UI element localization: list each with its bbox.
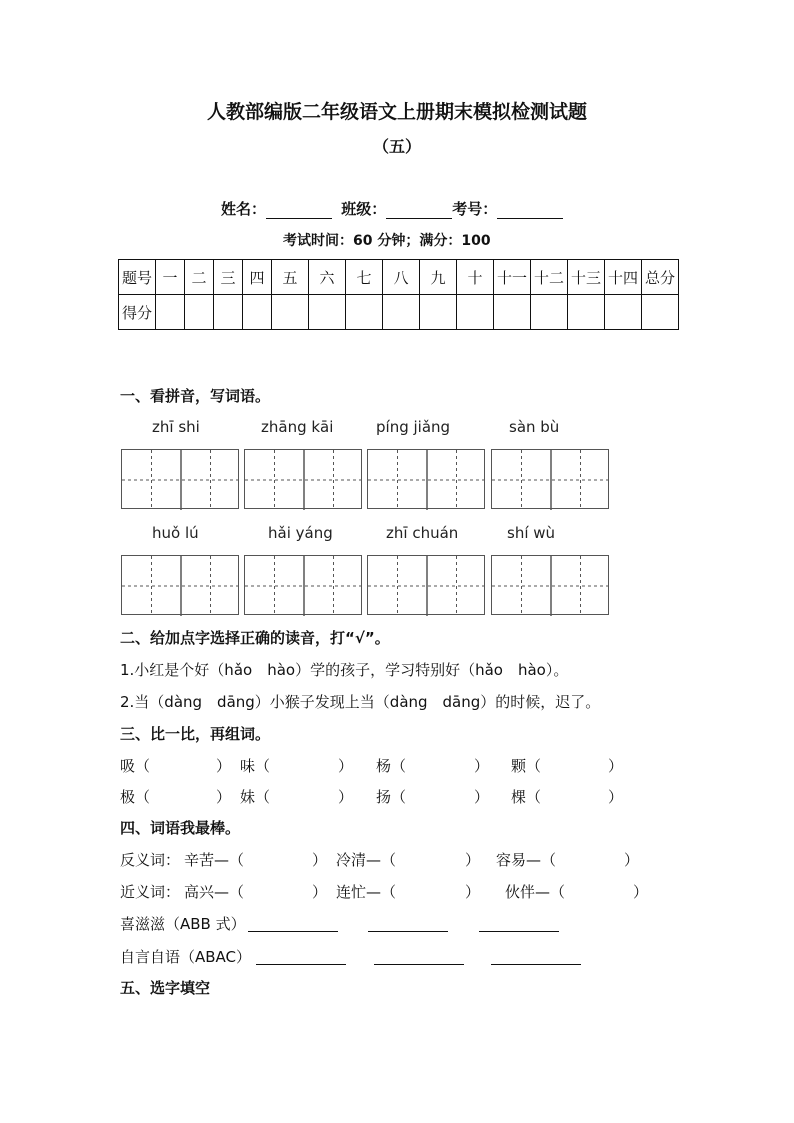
header-cell: 四 bbox=[243, 260, 272, 295]
header-cell: 七 bbox=[346, 260, 383, 295]
abac-label: 自言自语（ABAC） bbox=[120, 948, 252, 966]
grid-lines bbox=[122, 556, 240, 616]
synonym-blank[interactable]: 伙伴—（ bbox=[505, 883, 566, 901]
antonym-blank[interactable]: 辛苦—（ bbox=[184, 851, 245, 869]
grid-lines bbox=[245, 450, 363, 510]
section2-heading: 二、给加点字选择正确的读音，打“√”。 bbox=[120, 629, 390, 647]
blank-close: ） bbox=[608, 788, 624, 806]
synonym-blank[interactable]: 高兴—（ bbox=[184, 883, 245, 901]
score-cell[interactable] bbox=[272, 295, 309, 330]
question-2-1: 1.小红是个好（hǎo hào）学的孩子，学习特别好（hǎo hào）。 bbox=[120, 661, 569, 679]
name-field[interactable] bbox=[266, 202, 332, 219]
antonym-label: 反义词： bbox=[120, 851, 181, 869]
writing-grid[interactable] bbox=[121, 555, 239, 615]
pinyin-label: sàn bù bbox=[509, 418, 560, 436]
header-cell: 十四 bbox=[605, 260, 642, 295]
question-2-2: 2.当（dàng dāng）小猴子发现上当（dàng dāng）的时候，迟了。 bbox=[120, 693, 601, 711]
score-cell[interactable] bbox=[494, 295, 531, 330]
abb-answer-line[interactable] bbox=[479, 915, 559, 932]
class-field[interactable] bbox=[386, 202, 452, 219]
header-cell: 十二 bbox=[531, 260, 568, 295]
compare-word-blank[interactable]: 杨（ bbox=[376, 757, 407, 775]
score-cell[interactable] bbox=[457, 295, 494, 330]
class-label: 班级： bbox=[341, 200, 387, 218]
writing-grid[interactable] bbox=[491, 449, 609, 509]
score-cell[interactable] bbox=[243, 295, 272, 330]
header-cell: 八 bbox=[383, 260, 420, 295]
blank-close: ） bbox=[216, 757, 232, 775]
blank-close: ） bbox=[633, 883, 649, 901]
blank-close: ） bbox=[338, 788, 354, 806]
number-label: 考号： bbox=[452, 200, 498, 218]
score-cell[interactable] bbox=[346, 295, 383, 330]
pinyin-label: zhāng kāi bbox=[261, 418, 334, 436]
blank-close: ） bbox=[312, 851, 328, 869]
score-cell[interactable] bbox=[568, 295, 605, 330]
score-cell[interactable] bbox=[309, 295, 346, 330]
header-cell: 三 bbox=[214, 260, 243, 295]
compare-word-blank[interactable]: 扬（ bbox=[376, 788, 407, 806]
grid-lines bbox=[368, 450, 486, 510]
blank-close: ） bbox=[465, 883, 481, 901]
student-info-line bbox=[221, 198, 563, 219]
blank-close: ） bbox=[624, 851, 640, 869]
grid-lines bbox=[368, 556, 486, 616]
page-subtitle: （五） bbox=[372, 137, 421, 156]
grid-lines bbox=[492, 450, 610, 510]
blank-close: ） bbox=[474, 788, 490, 806]
exam-meta: 考试时间：60 分钟；满分：100 bbox=[283, 233, 491, 249]
compare-word-blank[interactable]: 极（ bbox=[120, 788, 151, 806]
page-title: 人教部编版二年级语文上册期末模拟检测试题 bbox=[206, 101, 587, 123]
grid-lines bbox=[245, 556, 363, 616]
header-cell: 六 bbox=[309, 260, 346, 295]
score-table bbox=[118, 259, 679, 330]
header-cell: 十一 bbox=[494, 260, 531, 295]
compare-word-blank[interactable]: 颗（ bbox=[511, 757, 542, 775]
header-cell: 十 bbox=[457, 260, 494, 295]
header-cell: 十三 bbox=[568, 260, 605, 295]
grid-lines bbox=[492, 556, 610, 616]
section5-heading: 五、选字填空 bbox=[120, 979, 211, 997]
score-cell[interactable] bbox=[605, 295, 642, 330]
header-cell: 总分 bbox=[642, 260, 679, 295]
writing-grid[interactable] bbox=[121, 449, 239, 509]
abac-answer-line[interactable] bbox=[374, 948, 464, 965]
compare-word-blank[interactable]: 棵（ bbox=[511, 788, 542, 806]
compare-word-blank[interactable]: 吸（ bbox=[120, 757, 151, 775]
pinyin-label: huǒ lú bbox=[152, 524, 199, 542]
abac-answer-line[interactable] bbox=[256, 948, 346, 965]
score-cell[interactable] bbox=[156, 295, 185, 330]
header-cell: 五 bbox=[272, 260, 309, 295]
score-cell[interactable] bbox=[383, 295, 420, 330]
abac-answer-line[interactable] bbox=[491, 948, 581, 965]
compare-word-blank[interactable]: 妹（ bbox=[240, 788, 271, 806]
blank-close: ） bbox=[338, 757, 354, 775]
pinyin-label: shí wù bbox=[507, 524, 556, 542]
blank-close: ） bbox=[216, 788, 232, 806]
section4-heading: 四、词语我最棒。 bbox=[120, 819, 241, 837]
header-cell: 二 bbox=[185, 260, 214, 295]
compare-word-blank[interactable]: 味（ bbox=[240, 757, 271, 775]
score-cell[interactable] bbox=[531, 295, 568, 330]
antonym-blank[interactable]: 冷清—（ bbox=[336, 851, 397, 869]
score-cell[interactable] bbox=[214, 295, 243, 330]
grid-lines bbox=[122, 450, 240, 510]
writing-grid[interactable] bbox=[491, 555, 609, 615]
name-label: 姓名： bbox=[221, 200, 267, 218]
pinyin-label: hǎi yáng bbox=[268, 524, 333, 542]
number-field[interactable] bbox=[497, 202, 563, 219]
writing-grid[interactable] bbox=[244, 555, 362, 615]
blank-close: ） bbox=[474, 757, 490, 775]
blank-close: ） bbox=[465, 851, 481, 869]
synonym-blank[interactable]: 连忙—（ bbox=[336, 883, 397, 901]
pinyin-label: zhī shi bbox=[152, 418, 200, 436]
abb-answer-line[interactable] bbox=[248, 915, 338, 932]
section1-heading: 一、看拼音，写词语。 bbox=[120, 387, 271, 405]
score-cell[interactable] bbox=[420, 295, 457, 330]
blank-close: ） bbox=[312, 883, 328, 901]
score-value-row bbox=[119, 295, 679, 330]
writing-grid[interactable] bbox=[367, 449, 485, 509]
abb-label: 喜滋滋（ABB 式） bbox=[120, 915, 246, 933]
synonym-label: 近义词： bbox=[120, 883, 181, 901]
score-row-label: 得分 bbox=[119, 295, 156, 330]
antonym-blank[interactable]: 容易—（ bbox=[496, 851, 557, 869]
score-header-row bbox=[119, 260, 679, 295]
header-cell: 题号 bbox=[119, 260, 156, 295]
pinyin-label: píng jiǎng bbox=[376, 418, 451, 436]
writing-grid[interactable] bbox=[367, 555, 485, 615]
writing-grid[interactable] bbox=[244, 449, 362, 509]
header-cell: 九 bbox=[420, 260, 457, 295]
blank-close: ） bbox=[608, 757, 624, 775]
abb-answer-line[interactable] bbox=[368, 915, 448, 932]
header-cell: 一 bbox=[156, 260, 185, 295]
score-cell[interactable] bbox=[185, 295, 214, 330]
section3-heading: 三、比一比，再组词。 bbox=[120, 725, 271, 743]
score-cell[interactable] bbox=[642, 295, 679, 330]
pinyin-label: zhī chuán bbox=[386, 524, 459, 542]
